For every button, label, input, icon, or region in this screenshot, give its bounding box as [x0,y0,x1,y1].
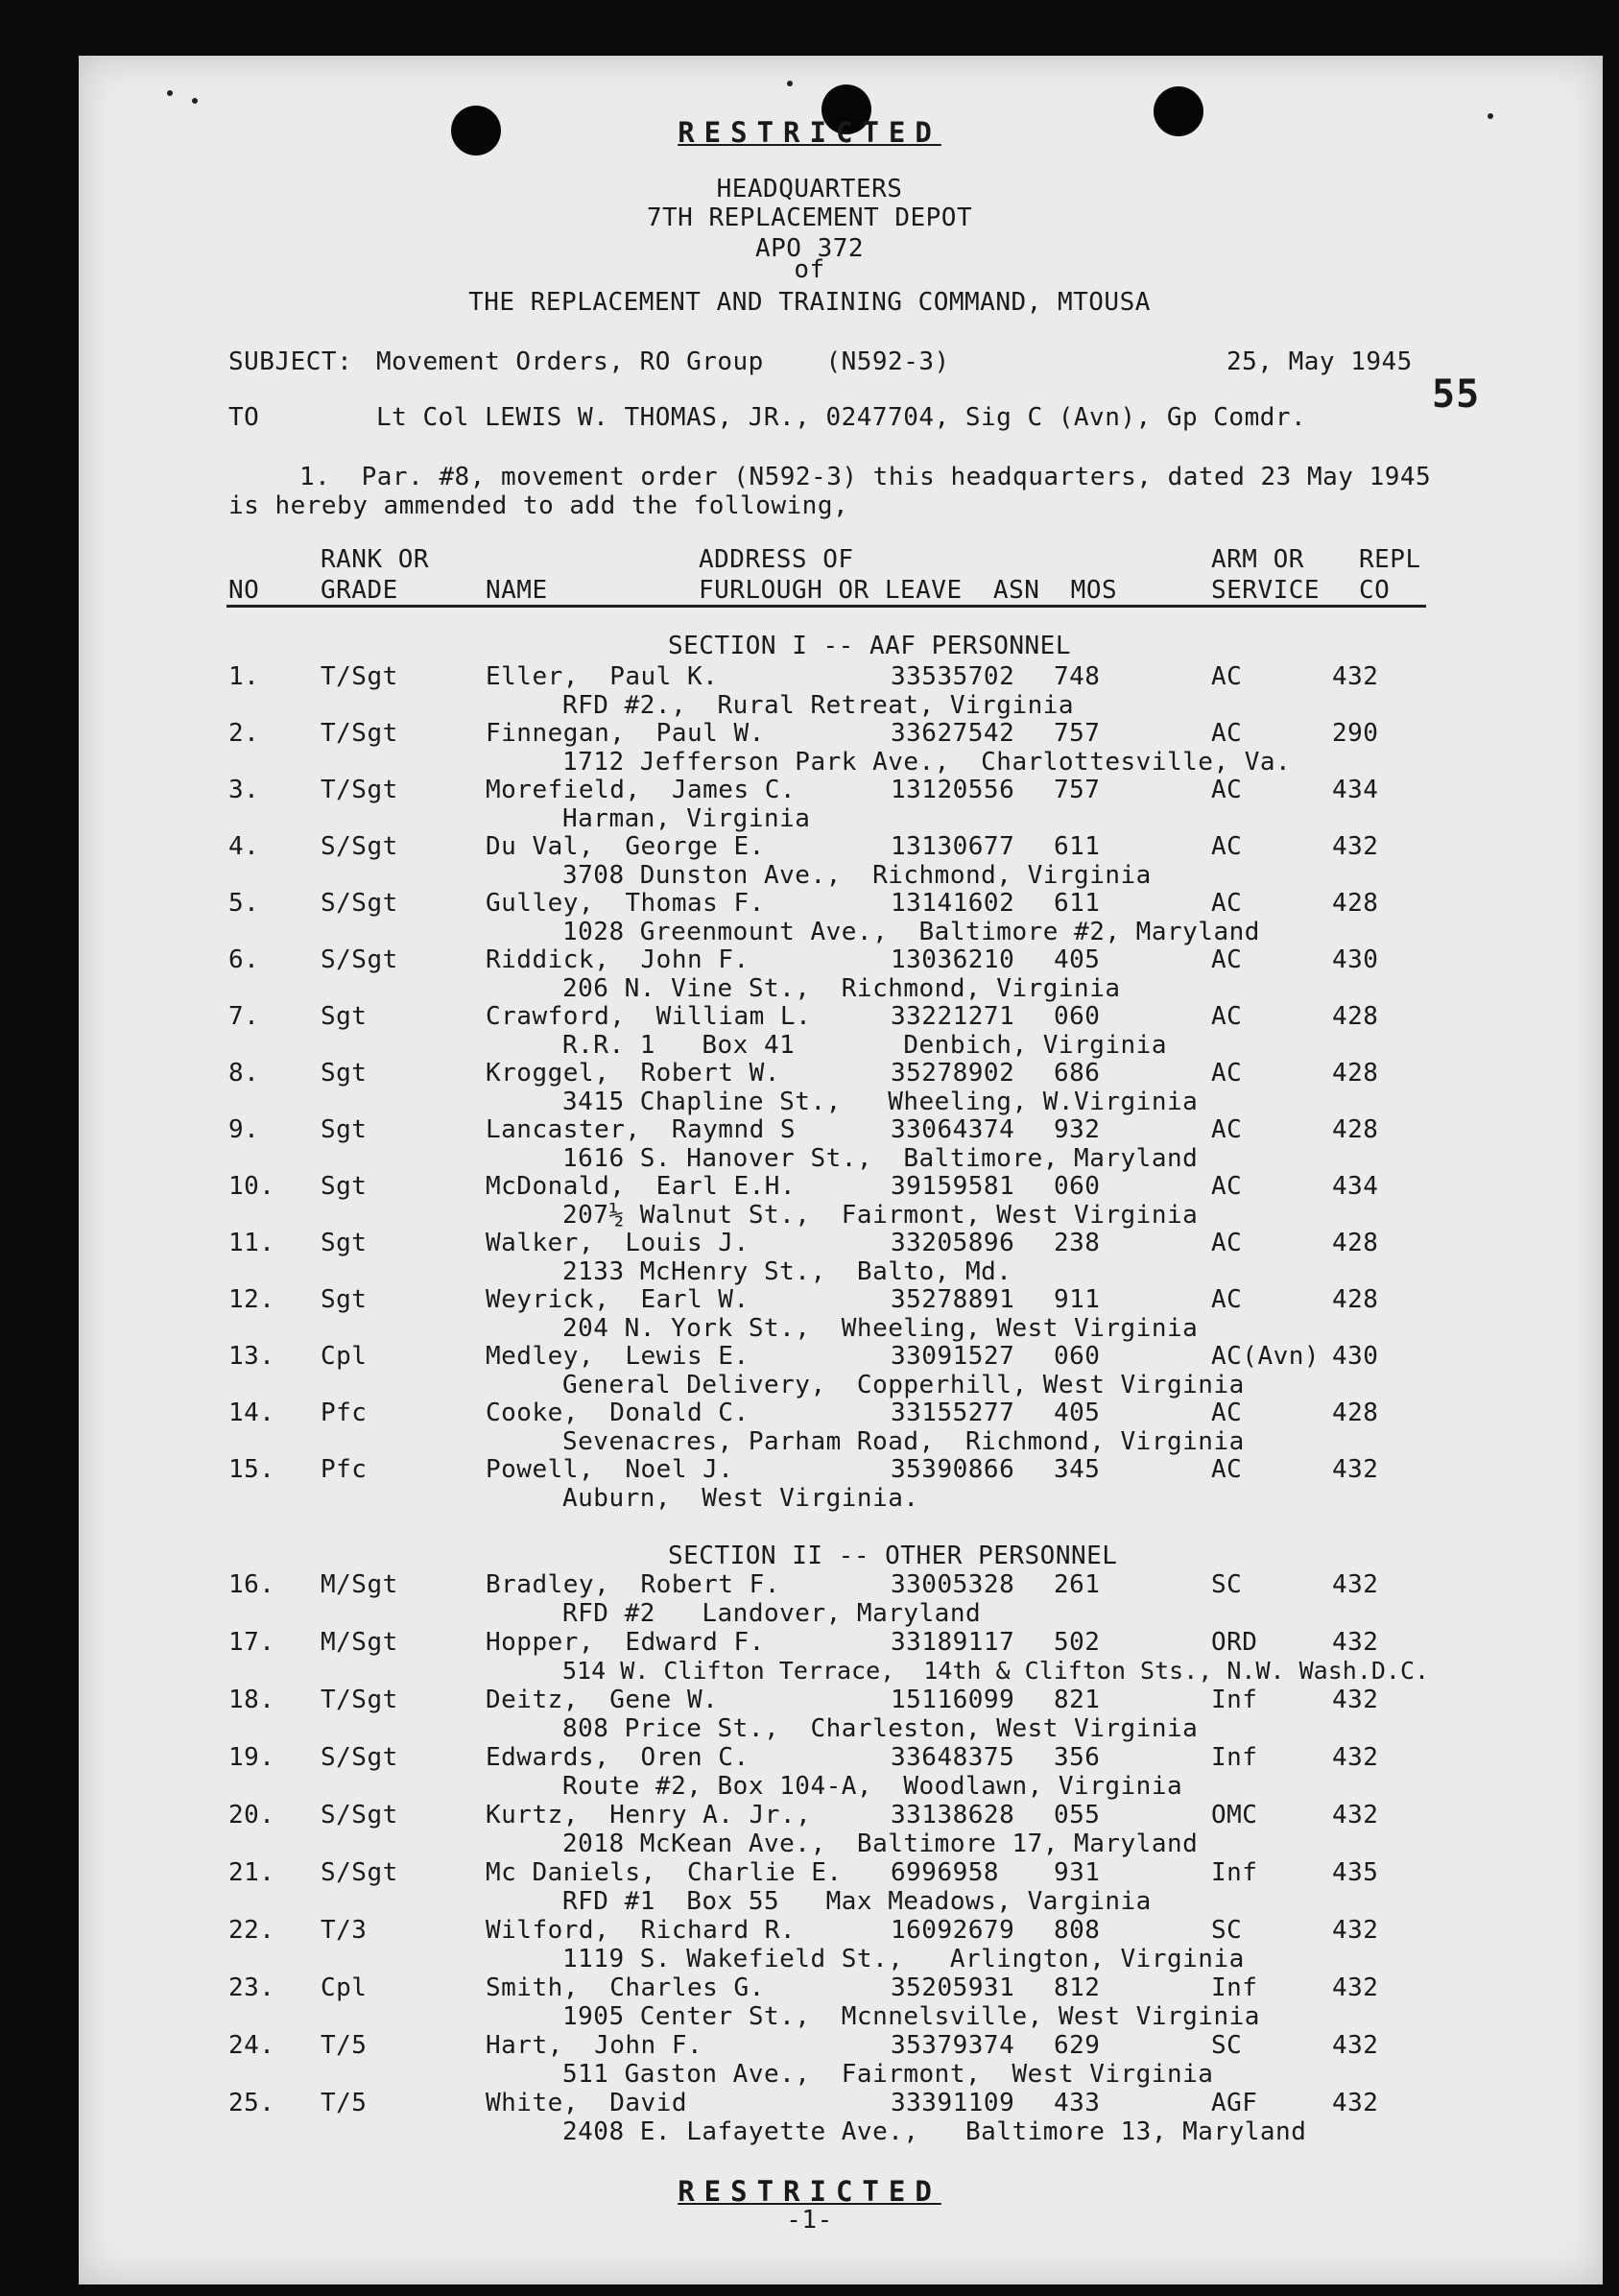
header-line: 7TH REPLACEMENT DEPOT [646,203,973,232]
row-co: 434 [1332,1172,1379,1201]
row-rank: S/Sgt [321,1801,398,1830]
row-no: 20. [228,1801,275,1830]
row-rank: M/Sgt [321,1628,398,1657]
personnel-row [0,662,1619,720]
row-rank: S/Sgt [321,945,398,974]
row-asn: 33535702 [891,662,1015,691]
row-arm: ORD [1211,1628,1258,1657]
row-no: 8. [228,1059,260,1088]
row-asn: 33005328 [891,1570,1015,1599]
row-name: Cooke, Donald C. [486,1399,750,1427]
row-name: Walker, Louis J. [486,1229,750,1257]
row-no: 21. [228,1858,275,1887]
row-asn: 33627542 [891,719,1015,748]
row-asn: 16092679 [891,1916,1015,1945]
row-arm: AC [1211,1455,1243,1484]
col-header-no: NO [228,576,260,605]
row-no: 10. [228,1172,275,1201]
row-rank: Sgt [321,1115,368,1144]
personnel-row [0,945,1619,1003]
row-mos: 345 [1054,1455,1101,1484]
row-address: 1028 Greenmount Ave., Baltimore #2, Maryland [562,918,1260,946]
row-no: 15. [228,1455,275,1484]
memo-date: 25, May 1945 [1226,347,1413,376]
row-asn: 33091527 [891,1342,1015,1371]
row-co: 290 [1332,719,1379,748]
row-mos: 808 [1054,1916,1101,1945]
row-rank: S/Sgt [321,1743,398,1772]
header-line: APO 372 [754,234,865,263]
row-address: 1119 S. Wakefield St., Arlington, Virginia [562,1945,1245,1973]
row-name: Du Val, George E. [486,832,765,861]
row-arm: Inf [1211,1686,1258,1714]
row-name: Eller, Paul K. [486,662,719,691]
row-mos: 932 [1054,1115,1101,1144]
row-arm: AC [1211,1059,1243,1088]
row-address: 1905 Center St., Mcnnelsville, West Virginia [562,2002,1260,2031]
row-no: 9. [228,1115,260,1144]
row-no: 5. [228,889,260,918]
row-arm: AC [1211,1399,1243,1427]
row-rank: Pfc [321,1455,368,1484]
row-mos: 405 [1054,1399,1101,1427]
row-mos: 757 [1054,719,1101,748]
personnel-row [0,1858,1619,1916]
row-asn: 35278902 [891,1059,1015,1088]
row-rank: T/Sgt [321,1686,398,1714]
personnel-row [0,1628,1619,1686]
row-rank: Sgt [321,1002,368,1031]
row-mos: 757 [1054,776,1101,804]
row-mos: 433 [1054,2089,1101,2117]
row-address: RFD #2 Landover, Maryland [562,1599,982,1628]
row-rank: T/Sgt [321,662,398,691]
to-label: TO [228,403,260,432]
row-co: 432 [1332,2031,1379,2060]
row-no: 14. [228,1399,275,1427]
row-address: Auburn, West Virginia. [562,1484,919,1513]
personnel-row [0,1743,1619,1801]
row-co: 430 [1332,1342,1379,1371]
row-no: 12. [228,1285,275,1314]
row-mos: 748 [1054,662,1101,691]
row-arm: Inf [1211,1973,1258,2002]
personnel-row [0,2089,1619,2146]
row-address: 3708 Dunston Ave., Richmond, Virginia [562,861,1152,890]
row-address: Route #2, Box 104-A, Woodlawn, Virginia [562,1772,1183,1801]
row-rank: T/5 [321,2031,368,2060]
row-mos: 405 [1054,945,1101,974]
personnel-row [0,832,1619,890]
col-header-arm: SERVICE [1211,576,1321,605]
row-co: 432 [1332,1570,1379,1599]
row-mos: 686 [1054,1059,1101,1088]
row-mos: 611 [1054,889,1101,918]
personnel-row [0,1916,1619,1973]
row-name: Lancaster, Raymnd S [486,1115,797,1144]
col-header-rank: RANK OR [321,545,430,574]
row-asn: 33064374 [891,1115,1015,1144]
personnel-row [0,1455,1619,1513]
personnel-row [0,1285,1619,1343]
row-address: 514 W. Clifton Terrace, 14th & Clifton Sts., N.W. Wash.D.C. [562,1657,1430,1685]
subject-label: SUBJECT: [228,347,353,376]
row-asn: 6996958 [891,1858,1000,1887]
row-rank: Pfc [321,1399,368,1427]
row-address: Harman, Virginia [562,804,811,833]
row-address: RFD #1 Box 55 Max Meadows, Varginia [562,1887,1152,1916]
row-name: Gulley, Thomas F. [486,889,765,918]
row-asn: 13120556 [891,776,1015,804]
row-rank: T/Sgt [321,776,398,804]
row-arm: SC [1211,1570,1243,1599]
row-arm: AC [1211,889,1243,918]
row-name: Powell, Noel J. [486,1455,734,1484]
row-rank: Sgt [321,1285,368,1314]
to-text: Lt Col LEWIS W. THOMAS, JR., 0247704, Sig C (Avn), Gp Comdr. [376,403,1307,432]
row-name: Deitz, Gene W. [486,1686,719,1714]
row-address: 1712 Jefferson Park Ave., Charlottesville, Va. [562,748,1292,777]
subject-text: Movement Orders, RO Group (N592-3) [376,347,950,376]
row-asn: 13130677 [891,832,1015,861]
row-co: 432 [1332,1455,1379,1484]
col-header-name: NAME [486,576,548,605]
personnel-row [0,1399,1619,1456]
restricted-stamp-bottom: RESTRICTED [678,2175,941,2208]
row-asn: 35390866 [891,1455,1015,1484]
row-co: 432 [1332,832,1379,861]
row-name: Smith, Charles G. [486,1973,765,2002]
row-no: 22. [228,1916,275,1945]
row-co: 432 [1332,1628,1379,1657]
row-address: General Delivery, Copperhill, West Virginia [562,1371,1245,1399]
row-rank: Sgt [321,1059,368,1088]
personnel-row [0,719,1619,777]
row-name: Crawford, William L. [486,1002,812,1031]
row-co: 432 [1332,662,1379,691]
row-rank: Sgt [321,1229,368,1257]
row-asn: 33189117 [891,1628,1015,1657]
row-name: Weyrick, Earl W. [486,1285,750,1314]
row-rank: T/Sgt [321,719,398,748]
row-co: 432 [1332,1973,1379,2002]
personnel-row [0,1801,1619,1858]
row-address: 2408 E. Lafayette Ave., Baltimore 13, Maryland [562,2117,1307,2146]
row-arm: AC [1211,945,1243,974]
row-asn: 35278891 [891,1285,1015,1314]
row-asn: 35379374 [891,2031,1015,2060]
personnel-row [0,1172,1619,1230]
row-asn: 13036210 [891,945,1015,974]
row-rank: S/Sgt [321,1858,398,1887]
row-mos: 055 [1054,1801,1101,1830]
row-asn: 33138628 [891,1801,1015,1830]
row-no: 2. [228,719,260,748]
row-address: 207½ Walnut St., Fairmont, West Virginia [562,1201,1199,1230]
row-address: R.R. 1 Box 41 Denbich, Virginia [562,1031,1167,1060]
row-no: 17. [228,1628,275,1657]
row-asn: 35205931 [891,1973,1015,2002]
header-line: HEADQUARTERS [716,175,903,203]
row-no: 1. [228,662,260,691]
row-co: 428 [1332,1115,1379,1144]
col-header-repl: REPL [1359,545,1421,574]
row-arm: AC [1211,1172,1243,1201]
row-co: 428 [1332,1285,1379,1314]
row-no: 23. [228,1973,275,2002]
row-asn: 33205896 [891,1229,1015,1257]
personnel-row [0,1686,1619,1743]
row-co: 430 [1332,945,1379,974]
row-arm: Inf [1211,1743,1258,1772]
personnel-row [0,889,1619,946]
row-mos: 611 [1054,832,1101,861]
dust-speck [192,98,198,104]
dust-speck [167,90,173,96]
col-header-address: ADDRESS OF [699,545,854,574]
header-line: of [794,255,825,284]
row-asn: 13141602 [891,889,1015,918]
row-mos: 812 [1054,1973,1101,2002]
row-no: 13. [228,1342,275,1371]
row-mos: 821 [1054,1686,1101,1714]
row-asn: 39159581 [891,1172,1015,1201]
row-arm: AC [1211,1285,1243,1314]
row-arm: AGF [1211,2089,1258,2117]
personnel-row [0,1059,1619,1116]
row-no: 16. [228,1570,275,1599]
row-mos: 261 [1054,1570,1101,1599]
row-arm: AC(Avn) [1211,1342,1321,1371]
row-no: 4. [228,832,260,861]
section-title: SECTION II -- OTHER PERSONNEL [668,1542,1118,1570]
row-name: Finnegan, Paul W. [486,719,765,748]
row-asn: 15116099 [891,1686,1015,1714]
row-arm: AC [1211,1229,1243,1257]
row-arm: Inf [1211,1858,1258,1887]
row-rank: Cpl [321,1342,368,1371]
paragraph-line: 1. Par. #8, movement order (N592-3) this headquarters, dated 23 May 1945 [299,463,1432,491]
row-rank: Cpl [321,1973,368,2002]
row-mos: 356 [1054,1743,1101,1772]
row-co: 428 [1332,1059,1379,1088]
row-arm: AC [1211,1115,1243,1144]
row-address: 808 Price St., Charleston, West Virginia [562,1714,1199,1743]
row-name: Mc Daniels, Charlie E. [486,1858,843,1887]
row-co: 432 [1332,2089,1379,2117]
row-no: 7. [228,1002,260,1031]
row-arm: AC [1211,662,1243,691]
row-co: 435 [1332,1858,1379,1887]
paragraph-line: is hereby ammended to add the following, [228,491,849,520]
row-mos: 238 [1054,1229,1101,1257]
row-name: Hopper, Edward F. [486,1628,765,1657]
row-mos: 060 [1054,1002,1101,1031]
row-name: Wilford, Richard R. [486,1916,797,1945]
personnel-row [0,1229,1619,1286]
row-rank: T/5 [321,2089,368,2117]
row-rank: S/Sgt [321,832,398,861]
row-asn: 33155277 [891,1399,1015,1427]
row-arm: AC [1211,719,1243,748]
row-address: 2133 McHenry St., Balto, Md. [562,1257,1012,1286]
row-mos: 931 [1054,1858,1101,1887]
col-header-repl: CO [1359,576,1391,605]
personnel-row [0,1973,1619,2031]
row-co: 428 [1332,1229,1379,1257]
row-name: Bradley, Robert F. [486,1570,780,1599]
row-name: Morefield, James C. [486,776,797,804]
personnel-row [0,1570,1619,1628]
row-name: Kurtz, Henry A. Jr., [486,1801,812,1830]
row-name: Riddick, John F. [486,945,750,974]
personnel-row [0,1002,1619,1060]
row-asn: 33391109 [891,2089,1015,2117]
row-mos: 060 [1054,1342,1101,1371]
row-arm: AC [1211,1002,1243,1031]
row-address: 204 N. York St., Wheeling, West Virginia [562,1314,1199,1343]
row-name: Hart, John F. [486,2031,703,2060]
row-no: 19. [228,1743,275,1772]
row-co: 428 [1332,1399,1379,1427]
row-co: 432 [1332,1916,1379,1945]
row-no: 3. [228,776,260,804]
section-title: SECTION I -- AAF PERSONNEL [668,632,1071,660]
row-name: Kroggel, Robert W. [486,1059,780,1088]
row-co: 428 [1332,1002,1379,1031]
restricted-stamp-top: RESTRICTED [678,116,941,149]
dust-speck [787,81,793,86]
col-header-address: FURLOUGH OR LEAVE ASN MOS [699,576,1118,605]
row-arm: OMC [1211,1801,1258,1830]
row-address: RFD #2., Rural Retreat, Virginia [562,691,1075,720]
row-arm: SC [1211,1916,1243,1945]
row-rank: M/Sgt [321,1570,398,1599]
row-mos: 629 [1054,2031,1101,2060]
row-address: Sevenacres, Parham Road, Richmond, Virginia [562,1427,1245,1456]
page-number: 55 [1432,372,1481,417]
header-line: THE REPLACEMENT AND TRAINING COMMAND, MTOUSA [468,288,1151,317]
row-co: 432 [1332,1743,1379,1772]
row-rank: Sgt [321,1172,368,1201]
row-arm: SC [1211,2031,1243,2060]
row-no: 18. [228,1686,275,1714]
row-address: 3415 Chapline St., Wheeling, W.Virginia [562,1088,1199,1116]
col-header-arm: ARM OR [1211,545,1304,574]
row-no: 6. [228,945,260,974]
personnel-row [0,1342,1619,1399]
row-address: 206 N. Vine St., Richmond, Virginia [562,974,1121,1003]
col-header-rank: GRADE [321,576,398,605]
row-co: 432 [1332,1801,1379,1830]
row-no: 24. [228,2031,275,2060]
row-name: Medley, Lewis E. [486,1342,750,1371]
row-rank: T/3 [321,1916,368,1945]
row-no: 11. [228,1229,275,1257]
row-mos: 502 [1054,1628,1101,1657]
personnel-row [0,2031,1619,2089]
row-asn: 33648375 [891,1743,1015,1772]
row-no: 25. [228,2089,275,2117]
row-mos: 911 [1054,1285,1101,1314]
row-name: McDonald, Earl E.H. [486,1172,797,1201]
row-co: 434 [1332,776,1379,804]
row-address: 1616 S. Hanover St., Baltimore, Maryland [562,1144,1199,1173]
row-rank: S/Sgt [321,889,398,918]
row-mos: 060 [1054,1172,1101,1201]
row-arm: AC [1211,832,1243,861]
row-co: 432 [1332,1686,1379,1714]
row-arm: AC [1211,776,1243,804]
row-asn: 33221271 [891,1002,1015,1031]
personnel-row [0,1115,1619,1173]
page-marker: -1- [786,2206,833,2235]
row-address: 2018 McKean Ave., Baltimore 17, Maryland [562,1830,1199,1858]
row-address: 511 Gaston Ave., Fairmont, West Virginia [562,2060,1214,2089]
row-name: White, David [486,2089,687,2117]
row-co: 428 [1332,889,1379,918]
personnel-row [0,776,1619,833]
row-name: Edwards, Oren C. [486,1743,750,1772]
